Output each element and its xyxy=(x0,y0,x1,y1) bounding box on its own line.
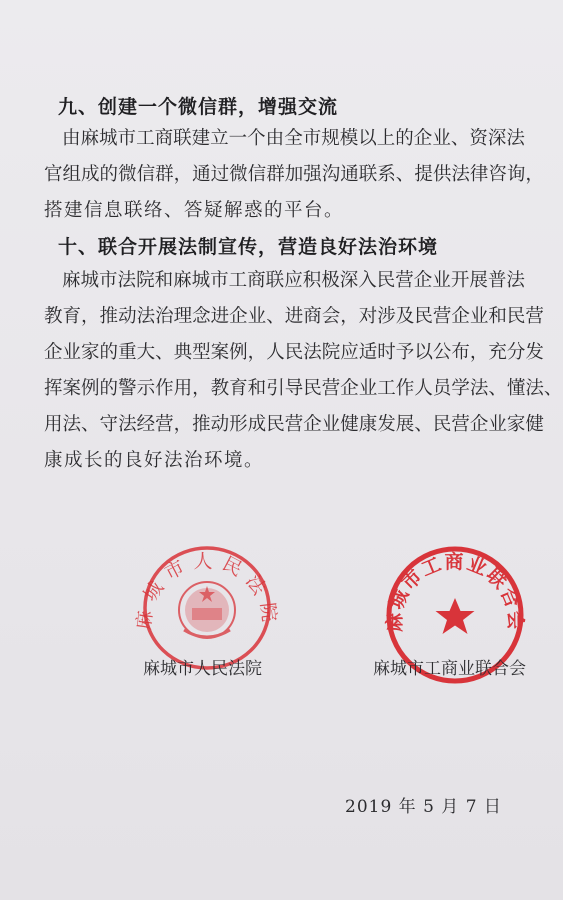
court-signature: 麻城市人民法院 xyxy=(143,659,262,679)
section-9-heading: 九、创建一个微信群，增强交流 xyxy=(58,96,339,118)
section-9-line-2: 官 组 成 的 微 信 群 ， 通 过 微 信 群 加 强 沟 通 联 系 、 提 供 法 律 咨 询 ， xyxy=(44,164,544,185)
section-9-line-1: 由 麻 城 市 工 商 联 建 立 一 个 由 全 市 规 模 以 上 的 企 业 、 资 深 法 xyxy=(62,128,525,149)
federation-signature: 麻城市工商业联合会 xyxy=(373,659,526,679)
document-date: 2019 年 5 月 7 日 xyxy=(345,797,502,817)
section-10-line-2: 教 育 ， 推 动 法 治 理 念 进 企 业 、 进 商 会 ， 对 涉 及 民 营 企 业 和 民 营 xyxy=(44,306,544,327)
section-10-heading: 十、联合开展法制宣传，营造良好法治环境 xyxy=(58,236,439,258)
red-star-icon xyxy=(436,598,475,634)
national-emblem-icon xyxy=(179,582,235,638)
section-10-line-1: 麻 城 市 法 院 和 麻 城 市 工 商 联 应 积 极 深 入 民 营 企 业 开 展 普 法 xyxy=(62,270,525,291)
section-10-line-4: 挥 案 例 的 警 示 作 用 ， 教 育 和 引 导 民 营 企 业 工 作 人 员 学 法 、 懂 法 、 xyxy=(44,378,563,399)
section-10-line-3: 企 业 家 的 重 大 、 典 型 案 例 ， 人 民 法 院 应 适 时 予 以 公 布 ， 充 分 发 xyxy=(44,342,544,363)
court-seal xyxy=(128,534,286,674)
section-10-line-5: 用 法 、 守 法 经 营 ， 推 动 形 成 民 营 企 业 健 康 发 展 、 民 营 企 业 家 健 xyxy=(44,414,544,435)
federation-seal-text: 麻城市工商业联合会 xyxy=(383,551,527,633)
section-9-line-3: 搭建信息联络、答疑解惑的平台。 xyxy=(44,200,345,221)
court-seal-text: 麻城市人民法院 xyxy=(132,550,282,631)
section-10-line-6: 康成长的良好法治环境。 xyxy=(44,450,265,471)
